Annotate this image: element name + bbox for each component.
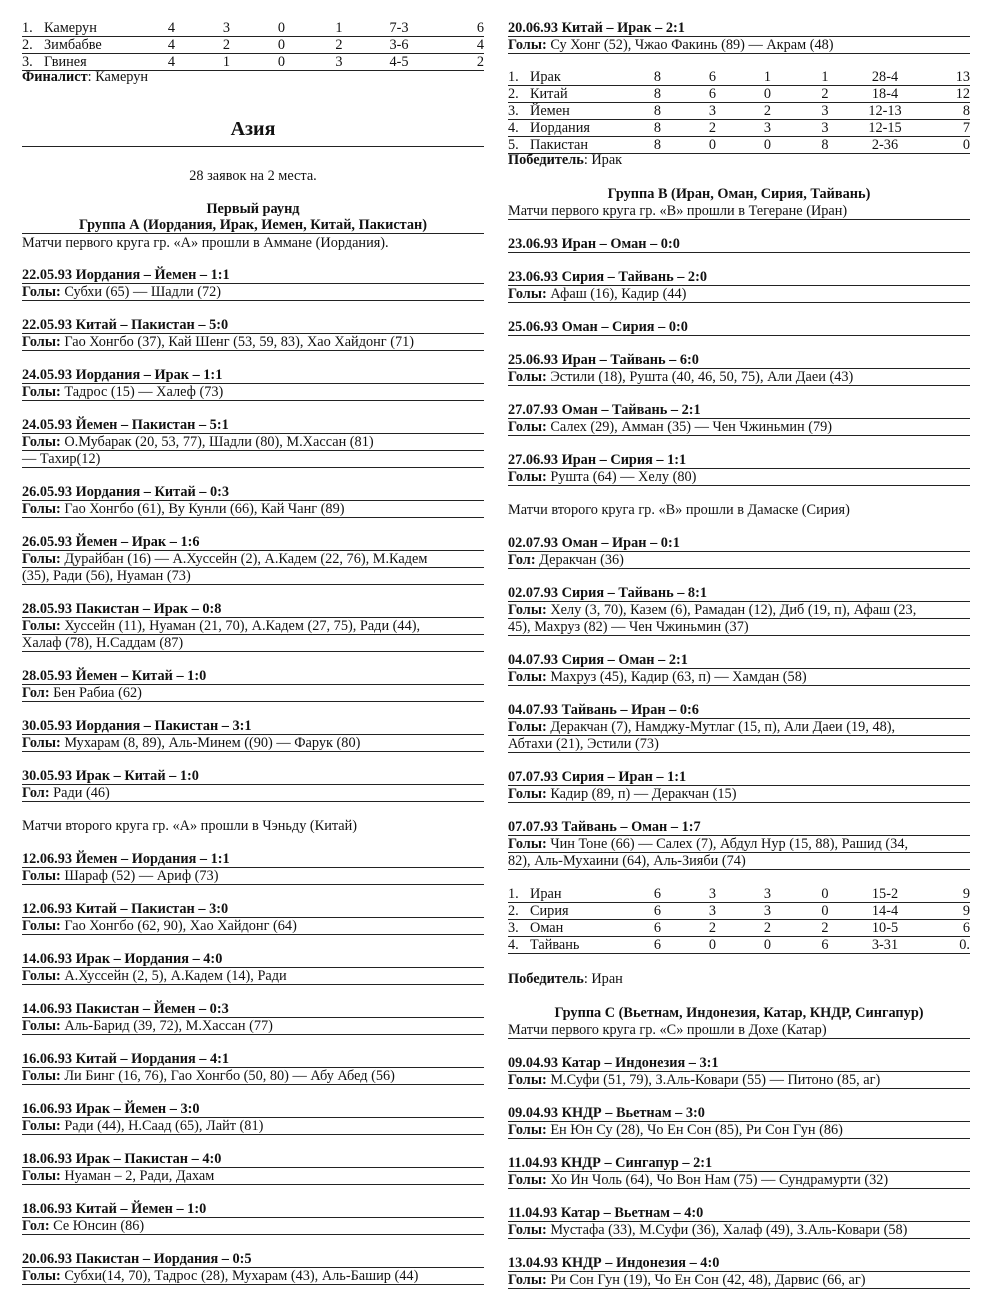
goals-text: Хуссейн (11), Нуаман (21, 70), А.Кадем (27, 75), Ради (44),: [60, 618, 421, 634]
goals-label: Гол:: [22, 1218, 50, 1234]
goals-text: Бен Рабиа (62): [49, 685, 142, 701]
standings-cell: 5.: [508, 137, 530, 154]
match-header: 25.06.93 Оман – Сирия – 0:0: [508, 319, 970, 336]
match-goals: [508, 1222, 970, 1239]
goals-text: Ли Бинг (16, 76), Гао Хонгбо (50, 80) — Абу Абед (56): [60, 1068, 395, 1084]
standings-cell: 1: [740, 69, 795, 86]
match-header: 18.06.93 Китай – Йемен – 1:0: [22, 1201, 484, 1218]
standings-cell: 10-5: [855, 920, 915, 937]
standings-cell: 0: [685, 137, 740, 154]
standings-cell: 0: [740, 86, 795, 103]
standings-cell: 2: [429, 54, 484, 71]
match-goals: [22, 685, 484, 702]
standings-cell: 2: [795, 920, 855, 937]
standings-row: [508, 86, 970, 103]
standings-cell: 28-4: [855, 69, 915, 86]
goals-text: Су Хонг (52), Чжао Факинь (89) — Акрам (48): [546, 37, 834, 53]
goals-label: Голы:: [508, 369, 547, 385]
standings-cell: 14-4: [855, 903, 915, 920]
match-header: 28.05.93 Йемен – Китай – 1:0: [22, 668, 484, 685]
goals-text: Кадир (89, п) — Деракчан (15): [546, 786, 737, 802]
goals-label: Гол:: [22, 685, 50, 701]
standings-cell: 3: [685, 903, 740, 920]
match-header: 28.05.93 Пакистан – Ирак – 0:8: [22, 601, 484, 618]
goals-label: Голы:: [508, 836, 547, 852]
match-header: 30.05.93 Ирак – Китай – 1:0: [22, 768, 484, 785]
standings-row: [508, 120, 970, 137]
match-goals-continued: 82), Аль-Мухаини (64), Аль-Зияби (74): [508, 853, 970, 870]
goals-label: Голы:: [22, 918, 61, 934]
goals-text: Гао Хонгбо (37), Кай Шенг (53, 59, 83), Хао Хайдонг (71): [60, 334, 415, 350]
match-goals: [508, 419, 970, 436]
goals-label: Голы:: [22, 735, 61, 751]
standings-cell: 4: [144, 20, 199, 37]
team-name: Оман: [530, 920, 630, 937]
team-name: Сирия: [530, 903, 630, 920]
match-header: 18.06.93 Ирак – Пакистан – 4:0: [22, 1151, 484, 1168]
standings-cell: 2-36: [855, 137, 915, 154]
standings-cell: 0: [685, 937, 740, 954]
goals-label: Голы:: [508, 602, 547, 618]
match-header: 23.06.93 Сирия – Тайвань – 2:0: [508, 269, 970, 286]
goals-label: Голы:: [508, 286, 547, 302]
match-header: 23.06.93 Иран – Оман – 0:0: [508, 236, 970, 253]
goals-label: Голы:: [508, 419, 547, 435]
match-header: 09.04.93 КНДР – Вьетнам – 3:0: [508, 1105, 970, 1122]
goals-label: Финалист: [22, 69, 88, 85]
standings-cell: 12: [915, 86, 970, 103]
standings-cell: 6: [630, 937, 685, 954]
goals-text: Хелу (3, 70), Казем (6), Рамадан (12), Диб (19, п), Афаш (23,: [546, 602, 917, 618]
standings-cell: 0: [254, 20, 309, 37]
goals-label: Гол:: [508, 552, 536, 568]
standings-row: [508, 937, 970, 954]
goals-label: Голы:: [22, 868, 61, 884]
goals-label: Голы:: [22, 968, 61, 984]
match-header: 16.06.93 Ирак – Йемен – 3:0: [22, 1101, 484, 1118]
goals-text: Махруз (45), Кадир (63, п) — Хамдан (58): [546, 669, 807, 685]
match-goals: [508, 369, 970, 386]
match-header: 14.06.93 Пакистан – Йемен – 0:3: [22, 1001, 484, 1018]
match-goals: [22, 735, 484, 752]
standings-cell: 7: [915, 120, 970, 137]
standings-cell: 2: [199, 37, 254, 54]
match-goals: [22, 384, 484, 401]
match-header: 04.07.93 Сирия – Оман – 2:1: [508, 652, 970, 669]
standings-cell: 13: [915, 69, 970, 86]
standings-cell: 4: [144, 54, 199, 71]
match-goals: [508, 836, 970, 853]
entries-line: 28 заявок на 2 места.: [189, 168, 317, 184]
team-name: Гвинея: [44, 54, 144, 71]
standings-cell: 0: [740, 937, 795, 954]
goals-label: Голы:: [22, 434, 61, 450]
standings-cell: 2: [795, 86, 855, 103]
match-goals: [22, 434, 484, 451]
standings-cell: 8: [630, 120, 685, 137]
match-header: 04.07.93 Тайвань – Иран – 0:6: [508, 702, 970, 719]
standings-row: [22, 54, 484, 71]
goals-text: Деракчан (7), Намджу-Мутлаг (15, п), Али Даеи (19, 48),: [546, 719, 896, 735]
standings-cell: 3-31: [855, 937, 915, 954]
standings-cell: 0: [795, 903, 855, 920]
group-c-note-first-round: Матчи первого круга гр. «С» прошли в Дохе (Катар): [508, 1022, 970, 1039]
standings-cell: 6: [915, 920, 970, 937]
goals-text: Нуаман – 2, Ради, Дахам: [60, 1168, 215, 1184]
match-goals: [22, 284, 484, 301]
match-goals: [508, 37, 970, 54]
match-goals: [508, 1272, 970, 1289]
goals-text: М.Суфи (51, 79), З.Аль-Ковари (55) — Питоно (85, аг): [546, 1072, 881, 1088]
match-header: 26.05.93 Йемен – Ирак – 1:6: [22, 534, 484, 551]
match-header: 13.04.93 КНДР – Индонезия – 4:0: [508, 1255, 970, 1272]
africa-standings-table: [22, 20, 484, 71]
standings-cell: 3: [309, 54, 369, 71]
match-goals-continued: Халаф (78), Н.Саддам (87): [22, 635, 484, 652]
group-b-winner: [508, 971, 970, 987]
team-name: Зимбабве: [44, 37, 144, 54]
standings-cell: 8: [630, 86, 685, 103]
standings-cell: 1.: [22, 20, 44, 37]
match-goals: [508, 602, 970, 619]
goals-text: Ри Сон Гун (19), Чо Ен Сон (42, 48), Дарвис (66, аг): [546, 1272, 866, 1288]
match-goals: [22, 334, 484, 351]
standings-row: [508, 103, 970, 120]
goals-label: Голы:: [508, 1272, 547, 1288]
goals-label: Голы:: [22, 284, 61, 300]
standings-cell: 6: [795, 937, 855, 954]
match-header: 27.07.93 Оман – Тайвань – 2:1: [508, 402, 970, 419]
standings-cell: 6: [685, 86, 740, 103]
standings-cell: 2: [740, 920, 795, 937]
standings-cell: 9: [915, 886, 970, 903]
match-goals: [22, 1118, 484, 1135]
match-header: 02.07.93 Сирия – Тайвань – 8:1: [508, 585, 970, 602]
goals-text: : Камерун: [87, 69, 149, 85]
goals-text: Чин Тоне (66) — Салех (7), Абдул Нур (15, 88), Рашид (34,: [546, 836, 909, 852]
match-goals: [22, 1018, 484, 1035]
match-header: 11.04.93 КНДР – Сингапур – 2:1: [508, 1155, 970, 1172]
group-a-standings-table: [508, 69, 970, 154]
match-goals-continued: Абтахи (21), Эстили (73): [508, 736, 970, 753]
goals-label: Голы:: [508, 37, 547, 53]
standings-cell: 12-15: [855, 120, 915, 137]
group-b-standings-table: [508, 886, 970, 954]
standings-cell: 1: [199, 54, 254, 71]
goals-label: Голы:: [22, 618, 61, 634]
goals-label: Голы:: [508, 1122, 547, 1138]
standings-cell: 0: [795, 886, 855, 903]
goals-text: Тадрос (15) — Халеф (73): [60, 384, 224, 400]
team-name: Камерун: [44, 20, 144, 37]
goals-text: Афаш (16), Кадир (44): [546, 286, 687, 302]
standings-cell: 3: [740, 120, 795, 137]
goals-label: Голы:: [508, 469, 547, 485]
match-goals: [508, 786, 970, 803]
match-header: 16.06.93 Китай – Иордания – 4:1: [22, 1051, 484, 1068]
goals-label: Голы:: [508, 1072, 547, 1088]
goals-label: Голы:: [22, 1018, 61, 1034]
standings-cell: 2: [309, 37, 369, 54]
goals-label: Голы:: [508, 1172, 547, 1188]
goals-text: Субхи (65) — Шадли (72): [60, 284, 222, 300]
goals-label: Голы:: [22, 1268, 61, 1284]
standings-cell: 4.: [508, 120, 530, 137]
goals-text: А.Хуссейн (2, 5), А.Кадем (14), Ради: [60, 968, 287, 984]
standings-cell: 6: [630, 920, 685, 937]
standings-cell: 3: [795, 120, 855, 137]
match-header: 02.07.93 Оман – Иран – 0:1: [508, 535, 970, 552]
goals-text: Мустафа (33), М.Суфи (36), Халаф (49), З.Аль-Ковари (58): [546, 1222, 908, 1238]
goals-text: Мухарам (8, 89), Аль-Минем ((90) — Фарук (80): [60, 735, 361, 751]
goals-text: : Ирак: [583, 152, 623, 168]
standings-cell: 3: [685, 103, 740, 120]
match-goals: [508, 552, 970, 569]
standings-cell: 8: [630, 103, 685, 120]
match-header: 14.06.93 Ирак – Иордания – 4:0: [22, 951, 484, 968]
standings-cell: 3-6: [369, 37, 429, 54]
goals-text: Се Юнсин (86): [49, 1218, 145, 1234]
goals-text: Ради (46): [49, 785, 110, 801]
round-title: Первый раунд: [206, 201, 300, 217]
standings-cell: 3: [199, 20, 254, 37]
match-goals: [22, 1268, 484, 1285]
standings-row: [508, 920, 970, 937]
goals-label: Голы:: [22, 384, 61, 400]
standings-cell: 1.: [508, 69, 530, 86]
standings-cell: 6: [630, 886, 685, 903]
standings-cell: 12-13: [855, 103, 915, 120]
standings-cell: 0: [254, 37, 309, 54]
match-goals: [22, 968, 484, 985]
standings-cell: 4-5: [369, 54, 429, 71]
group-b-note-first-round: Матчи первого круга гр. «В» прошли в Тегеране (Иран): [508, 203, 970, 220]
standings-cell: 4.: [508, 937, 530, 954]
goals-text: Хо Ин Чоль (64), Чо Вон Нам (75) — Сундрамурти (32): [546, 1172, 889, 1188]
match-header: 26.05.93 Иордания – Китай – 0:3: [22, 484, 484, 501]
match-goals: [508, 1122, 970, 1139]
goals-label: Голы:: [508, 719, 547, 735]
match-goals: [22, 501, 484, 518]
standings-cell: 8: [915, 103, 970, 120]
goals-label: Голы:: [508, 786, 547, 802]
standings-cell: 0: [254, 54, 309, 71]
standings-cell: 1: [309, 20, 369, 37]
team-name: Ирак: [530, 69, 630, 86]
goals-label: Голы:: [508, 1222, 547, 1238]
match-goals: [508, 1072, 970, 1089]
standings-cell: 4: [144, 37, 199, 54]
standings-cell: 0: [915, 137, 970, 154]
match-goals-continued: 45), Махруз (82) — Чен Чжиньмин (37): [508, 619, 970, 636]
goals-label: Голы:: [22, 551, 61, 567]
goals-text: Гао Хонгбо (61), Ву Кунли (66), Кай Чанг (89): [60, 501, 345, 517]
match-goals-continued: — Тахир(12): [22, 451, 484, 468]
match-header: 11.04.93 Катар – Вьетнам – 4:0: [508, 1205, 970, 1222]
standings-row: [508, 69, 970, 86]
goals-text: Эстили (18), Рушта (40, 46, 50, 75), Али Даеи (43): [546, 369, 854, 385]
standings-cell: 2.: [508, 903, 530, 920]
group-b-note-second-round: Матчи второго круга гр. «В» прошли в Дамаске (Сирия): [508, 502, 850, 518]
goals-text: Ен Юн Су (28), Чо Ен Сон (85), Ри Сон Гун (86): [546, 1122, 843, 1138]
standings-cell: 3: [795, 103, 855, 120]
standings-cell: 3.: [22, 54, 44, 71]
match-goals: [22, 785, 484, 802]
match-header: 30.05.93 Иордания – Пакистан – 3:1: [22, 718, 484, 735]
goals-text: Салех (29), Амман (35) — Чен Чжиньмин (79): [546, 419, 833, 435]
standings-cell: 2.: [22, 37, 44, 54]
goals-label: Голы:: [22, 334, 61, 350]
team-name: Китай: [530, 86, 630, 103]
standings-cell: 9: [915, 903, 970, 920]
match-header: 12.06.93 Йемен – Иордания – 1:1: [22, 851, 484, 868]
standings-cell: 3: [740, 886, 795, 903]
standings-cell: 2: [740, 103, 795, 120]
standings-row: [508, 903, 970, 920]
goals-label: Голы:: [508, 669, 547, 685]
match-goals: [22, 1068, 484, 1085]
goals-label: Победитель: [508, 152, 584, 168]
standings-cell: 1: [795, 69, 855, 86]
standings-cell: 3: [740, 903, 795, 920]
group-a-winner: [508, 152, 970, 168]
match-header: 22.05.93 Китай – Пакистан – 5:0: [22, 317, 484, 334]
standings-cell: 8: [630, 69, 685, 86]
team-name: Иордания: [530, 120, 630, 137]
match-header: 12.06.93 Китай – Пакистан – 3:0: [22, 901, 484, 918]
standings-cell: 18-4: [855, 86, 915, 103]
match-header: 20.06.93 Китай – Ирак – 2:1: [508, 20, 970, 37]
match-header: 22.05.93 Иордания – Йемен – 1:1: [22, 267, 484, 284]
match-goals: [22, 618, 484, 635]
group-b-title: Группа В (Иран, Оман, Сирия, Тайвань): [607, 186, 871, 202]
standings-cell: 3: [685, 886, 740, 903]
goals-text: Гао Хонгбо (62, 90), Хао Хайдонг (64): [60, 918, 297, 934]
team-name: Пакистан: [530, 137, 630, 154]
match-goals: [22, 1168, 484, 1185]
standings-cell: 6: [429, 20, 484, 37]
match-header: 09.04.93 Катар – Индонезия – 3:1: [508, 1055, 970, 1072]
team-name: Йемен: [530, 103, 630, 120]
match-goals: [508, 286, 970, 303]
match-goals: [508, 469, 970, 486]
goals-text: Деракчан (36): [535, 552, 624, 568]
standings-row: [22, 20, 484, 37]
match-goals: [508, 669, 970, 686]
goals-label: Голы:: [22, 1068, 61, 1084]
standings-cell: 8: [630, 137, 685, 154]
match-goals: [508, 719, 970, 736]
goals-text: Дурайбан (16) — А.Хуссейн (2), А.Кадем (22, 76), М.Кадем: [60, 551, 428, 567]
goals-text: : Иран: [583, 971, 623, 987]
finalist-line: [22, 69, 484, 85]
goals-text: О.Мубарак (20, 53, 77), Шадли (80), М.Хассан (81): [60, 434, 374, 450]
standings-cell: 15-2: [855, 886, 915, 903]
standings-cell: 2: [685, 920, 740, 937]
goals-label: Голы:: [22, 501, 61, 517]
goals-label: Голы:: [22, 1168, 61, 1184]
team-name: Иран: [530, 886, 630, 903]
standings-cell: 8: [795, 137, 855, 154]
match-goals: [22, 551, 484, 568]
goals-label: Победитель: [508, 971, 584, 987]
standings-cell: 4: [429, 37, 484, 54]
goals-text: Субхи(14, 70), Тадрос (28), Мухарам (43), Аль-Башир (44): [60, 1268, 419, 1284]
match-goals: [508, 1172, 970, 1189]
standings-cell: 2.: [508, 86, 530, 103]
goals-label: Гол:: [22, 785, 50, 801]
section-title-asia: Азия: [22, 118, 484, 147]
standings-cell: 6: [685, 69, 740, 86]
group-a-note-first-round: Матчи первого круга гр. «А» прошли в Аммане (Иордания).: [22, 235, 389, 251]
standings-cell: 3.: [508, 920, 530, 937]
standings-cell: 3.: [508, 103, 530, 120]
match-goals-continued: (35), Ради (56), Нуаман (73): [22, 568, 484, 585]
standings-cell: 7-3: [369, 20, 429, 37]
standings-cell: 1.: [508, 886, 530, 903]
goals-text: Рушта (64) — Хелу (80): [546, 469, 697, 485]
match-header: 25.06.93 Иран – Тайвань – 6:0: [508, 352, 970, 369]
match-goals: [22, 1218, 484, 1235]
group-c-title: Группа С (Вьетнам, Индонезия, Катар, КНДР, Сингапур): [554, 1005, 924, 1021]
match-header: 20.06.93 Пакистан – Иордания – 0:5: [22, 1251, 484, 1268]
standings-row: [508, 886, 970, 903]
match-header: 07.07.93 Тайвань – Оман – 1:7: [508, 819, 970, 836]
match-header: 27.06.93 Иран – Сирия – 1:1: [508, 452, 970, 469]
match-header: 24.05.93 Йемен – Пакистан – 5:1: [22, 417, 484, 434]
goals-text: Шараф (52) — Ариф (73): [60, 868, 219, 884]
match-header: 24.05.93 Иордания – Ирак – 1:1: [22, 367, 484, 384]
goals-text: Аль-Барид (39, 72), М.Хассан (77): [60, 1018, 273, 1034]
team-name: Тайвань: [530, 937, 630, 954]
match-goals: [22, 868, 484, 885]
match-goals: [22, 918, 484, 935]
match-header: 07.07.93 Сирия – Иран – 1:1: [508, 769, 970, 786]
goals-label: Голы:: [22, 1118, 61, 1134]
standings-cell: 6: [630, 903, 685, 920]
group-a-title: Группа А (Иордания, Ирак, Иемен, Китай, Пакистан): [22, 217, 484, 234]
group-a-note-second-round: Матчи второго круга гр. «А» прошли в Чэньду (Китай): [22, 818, 358, 834]
standings-cell: 0.: [915, 937, 970, 954]
standings-cell: 2: [685, 120, 740, 137]
standings-row: [508, 137, 970, 154]
standings-row: [22, 37, 484, 54]
standings-cell: 0: [740, 137, 795, 154]
goals-text: Ради (44), Н.Саад (65), Лайт (81): [60, 1118, 264, 1134]
